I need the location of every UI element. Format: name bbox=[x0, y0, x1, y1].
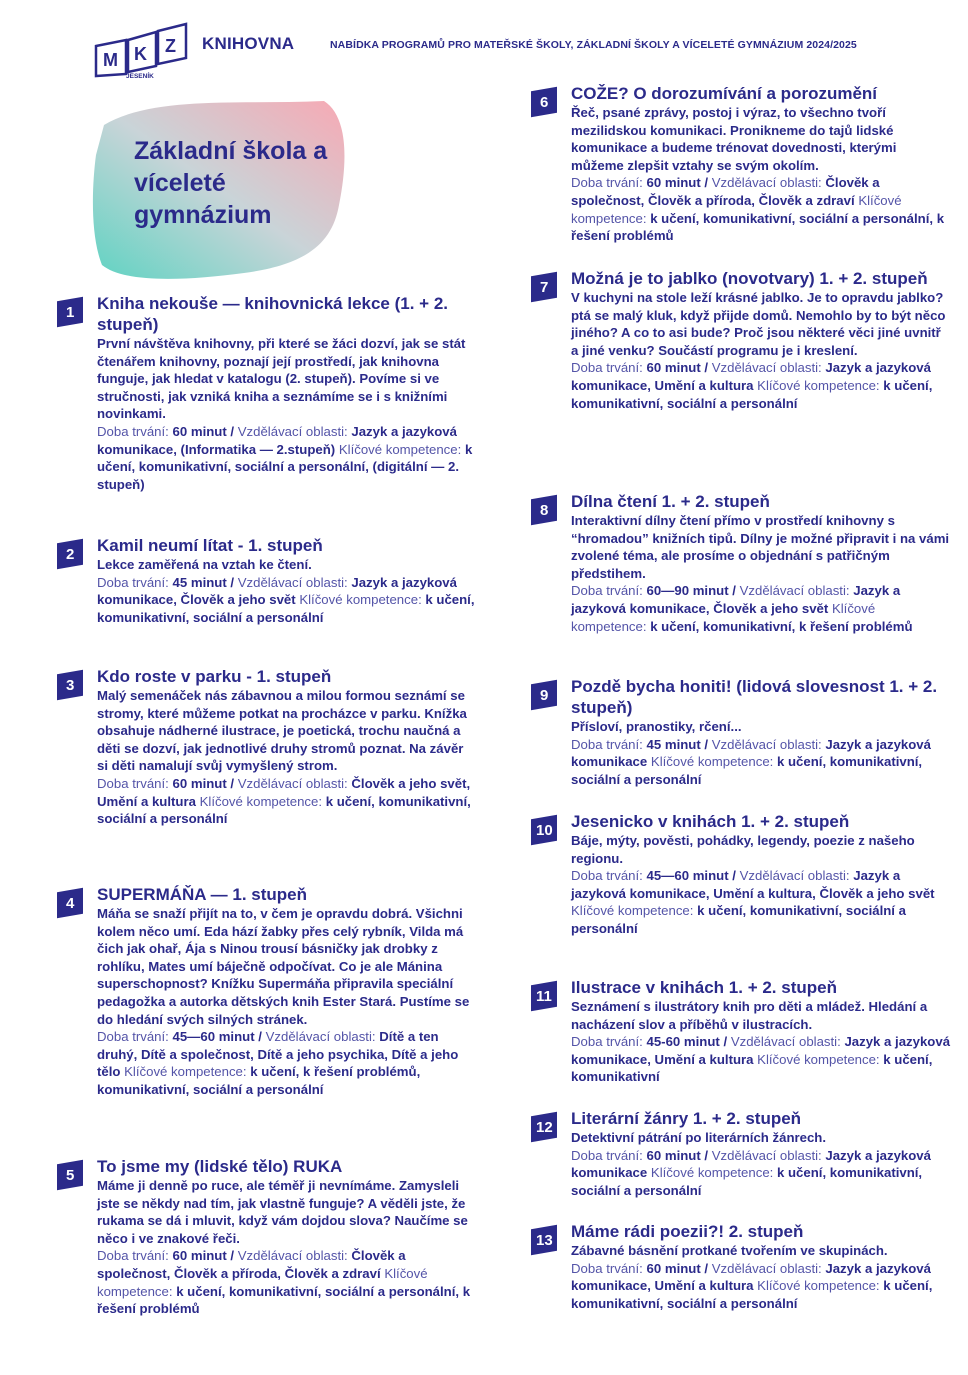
competences-label: Klíčové kompetence: bbox=[650, 1165, 774, 1181]
program-number: 12 bbox=[535, 1118, 553, 1136]
program-number: 8 bbox=[539, 501, 549, 519]
program-number-badge bbox=[531, 815, 557, 846]
program-meta: Doba trvání: 60—90 minut / Vzdělávací oblasti: Jazyk a jazyková komunikace, Člověk a jeho svět Klíčové kompetence: k učení, komunikativní, k řešení problémů bbox=[571, 583, 913, 634]
program-item bbox=[65, 293, 477, 493]
program-duration: 60—90 minut bbox=[646, 583, 729, 599]
duration-label: Doba trvání: bbox=[97, 574, 169, 590]
program-title: Máme rádi poezii?! 2. stupeň bbox=[571, 1222, 804, 1241]
program-meta: Doba trvání: 45-60 minut / Vzdělávací oblasti: Jazyk a jazyková komunikace, Umění a kultura Klíčové kompetence: k učení, komunikativní bbox=[571, 1034, 951, 1085]
logo-letter-z: Z bbox=[165, 36, 176, 56]
program-meta: Doba trvání: 45 minut / Vzdělávací oblasti: Jazyk a jazyková komunikace, Člověk a jeho svět Klíčové kompetence: k učení, komunikativní, sociální a personální bbox=[97, 574, 475, 625]
program-number-badge bbox=[57, 670, 83, 701]
program-title: To jsme my (lidské tělo) RUKA bbox=[97, 1157, 343, 1176]
areas-label: Vzdělávací oblasti: bbox=[237, 1248, 348, 1264]
program-areas: Jazyk a jazyková komunikace, Člověk a jeho svět bbox=[571, 583, 901, 616]
header-subtitle: NABÍDKA PROGRAMŮ PRO MATEŘSKÉ ŠKOLY, ZÁKLADNÍ ŠKOLY A VÍCELETÉ GYMNÁZIUM 2024/2025 bbox=[330, 39, 857, 51]
program-competences: k učení, komunikativní, sociální a personální bbox=[571, 1165, 923, 1198]
program-areas: Člověk a společnost, Člověk a příroda, Člověk a zdraví bbox=[97, 1248, 406, 1281]
program-duration: 60 minut bbox=[646, 1260, 701, 1276]
program-description: Máme ji denně po ruce, ale téměř ji nevnímáme. Zamysleli jste se někdy nad tím, jak vlastně funguje? A věděli jste, že rukama se dá i mluvit, když vám dojdou slova? Naučíme se něco i ve znakové řeči. bbox=[97, 1178, 468, 1246]
program-areas: Jazyk a jazyková komunikace, Umění a kultura bbox=[571, 360, 931, 393]
program-description: V kuchyni na stole leží krásné jablko. Je to opravdu jablko? ptá se malý kluk, když přijde domů. Nemohlo by to být něco jiného? A co to asi bude? Proč jsou některé věci jiné uvnitř a jiné venku? Součástí programu je i kreslení. bbox=[571, 290, 946, 358]
areas-label: Vzdělávací oblasti: bbox=[739, 583, 850, 599]
program-competences: k učení, komunikativní, k řešení problémů bbox=[650, 618, 913, 634]
program-number-badge bbox=[531, 1112, 557, 1143]
program-meta: Doba trvání: 60 minut / Vzdělávací oblasti: Jazyk a jazyková komunikace, Umění a kultura Klíčové kompetence: k učení, komunikativní, sociální a personální bbox=[571, 360, 933, 411]
program-meta: Doba trvání: 60 minut / Vzdělávací oblasti: Člověk a společnost, Člověk a příroda, Člověk a zdraví Klíčové kompetence: k učení, komunikativní, sociální a personální, k řešení problémů bbox=[571, 175, 945, 244]
program-item bbox=[535, 811, 951, 938]
program-meta: Doba trvání: 60 minut / Vzdělávací oblasti: Jazyk a jazyková komunikace Klíčové kompetence: k učení, komunikativní, sociální a personální bbox=[571, 1147, 931, 1198]
competences-label: Klíčové kompetence: bbox=[571, 192, 902, 226]
program-item bbox=[539, 491, 951, 635]
competences-label: Klíčové kompetence: bbox=[97, 1265, 428, 1299]
program-number: 10 bbox=[535, 821, 553, 839]
areas-label: Vzdělávací oblasti: bbox=[739, 868, 850, 884]
program-number-badge bbox=[531, 981, 557, 1012]
program-number-badge bbox=[531, 495, 557, 526]
duration-label: Doba trvání: bbox=[571, 360, 643, 376]
program-title: COŽE? O dorozumívání a porozumění bbox=[571, 84, 878, 103]
program-number-badge bbox=[57, 297, 83, 328]
program-areas: Jazyk a jazyková komunikace bbox=[571, 736, 931, 770]
program-areas: Jazyk a jazyková komunikace, (Informatika — 2.stupeň) bbox=[97, 423, 457, 457]
areas-label: Vzdělávací oblasti: bbox=[711, 1260, 822, 1276]
program-number: 1 bbox=[65, 303, 75, 321]
program-duration: 60 minut bbox=[646, 175, 701, 191]
logo-letter-k: K bbox=[134, 44, 147, 64]
program-duration: 45 minut bbox=[646, 736, 701, 752]
duration-label: Doba trvání: bbox=[97, 1029, 169, 1045]
program-title: Kamil neumí lítat - 1. stupeň bbox=[97, 536, 323, 555]
program-number: 11 bbox=[536, 987, 552, 1005]
duration-label: Doba trvání: bbox=[571, 868, 643, 884]
program-item bbox=[535, 1221, 951, 1312]
program-description: Přísloví, pranostiky, rčení... bbox=[571, 719, 742, 734]
program-number: 5 bbox=[65, 1166, 75, 1184]
program-item bbox=[536, 977, 951, 1086]
program-title: Dílna čtení 1. + 2. stupeň bbox=[571, 492, 770, 511]
program-areas: Jazyk a jazyková komunikace, Umění a kultura, Člověk a jeho svět bbox=[571, 868, 935, 901]
competences-label: Klíčové kompetence: bbox=[650, 754, 774, 770]
logo-sub: JESENÍK bbox=[126, 73, 154, 78]
program-item bbox=[65, 884, 477, 1099]
program-item bbox=[65, 535, 477, 626]
program-description: Seznámení s ilustrátory knih pro děti a mládež. Hledání a nacházení slov a příběhů v ilustracích. bbox=[571, 999, 928, 1032]
program-competences: k učení, komunikativní, sociální a personální bbox=[571, 1278, 933, 1311]
program-description: Lekce zaměřená na vztah ke čtení. bbox=[97, 557, 312, 572]
program-description: Detektivní pátrání po literárních žánrech. bbox=[571, 1130, 827, 1145]
program-title: SUPERMÁŇA — 1. stupeň bbox=[97, 885, 308, 904]
program-description: Malý semenáček nás zábavnou a milou formou seznámí se stromy, které můžeme potkat na procházce v parku. Knížka obsahuje nádherné ilustrace, je poetická, trochu naučná a děti se dozví, jak jednotlivé druhy stromů poznat. Na závěr si děti namalují svůj vymyšlený strom. bbox=[97, 688, 467, 774]
program-number-badge bbox=[531, 272, 557, 303]
duration-label: Doba trvání: bbox=[571, 175, 643, 191]
program-number: 7 bbox=[539, 278, 549, 296]
program-title: Kniha nekouše — knihovnická lekce (1. + 2. stupeň) bbox=[97, 294, 448, 334]
program-number: 2 bbox=[65, 545, 75, 563]
program-meta: Doba trvání: 60 minut / Vzdělávací oblasti: Člověk a jeho svět, Umění a kultura Klíčové kompetence: k učení, komunikativní, sociální a personální bbox=[97, 775, 471, 827]
program-areas: Člověk a jeho svět, Umění a kultura bbox=[97, 775, 471, 809]
program-areas: Jazyk a jazyková komunikace, Umění a kultura bbox=[571, 1260, 931, 1294]
program-number: 4 bbox=[65, 894, 75, 912]
program-item bbox=[65, 1156, 477, 1318]
competences-label: Klíčové kompetence: bbox=[757, 377, 880, 393]
program-competences: k učení, komunikativní, sociální a personální, k řešení problémů bbox=[571, 210, 945, 244]
program-duration: 60 minut bbox=[646, 360, 701, 376]
program-competences: k učení, komunikativní, sociální a personální, k řešení problémů bbox=[97, 1283, 471, 1317]
program-description: Interaktivní dílny čtení přímo v prostředí knihovny s “hromadou” knižních tipů. Dílny je možné připravit i na vámi zvolené téma, ale prosíme o objednání s patřičným předstihem. bbox=[571, 513, 950, 581]
program-duration: 60 minut bbox=[646, 1147, 701, 1163]
competences-label: Klíčové kompetence: bbox=[757, 1051, 880, 1067]
program-number-badge bbox=[57, 1160, 83, 1191]
program-competences: k učení, k řešení problémů, komunikativní, sociální a personální bbox=[97, 1064, 421, 1097]
program-number: 9 bbox=[539, 686, 549, 704]
program-duration: 60 minut bbox=[172, 423, 227, 439]
areas-label: Vzdělávací oblasti: bbox=[265, 1029, 376, 1045]
program-competences: k učení, komunikativní, sociální a personální bbox=[571, 377, 933, 411]
program-item bbox=[539, 676, 951, 788]
program-competences: k učení, komunikativní, sociální a personální bbox=[571, 754, 923, 787]
program-number: 6 bbox=[539, 93, 549, 111]
program-meta: Doba trvání: 60 minut / Vzdělávací oblasti: Jazyk a jazyková komunikace, Umění a kultura Klíčové kompetence: k učení, komunikativní, sociální a personální bbox=[571, 1260, 933, 1311]
program-description: Řeč, psané zprávy, postoj i výraz, to všechno tvoří mezilidskou komunikaci. Pronikneme do tajů lidské komunikace a budeme trénovat dovednosti, kterými můžeme zlepšit vztahy se svým okolím. bbox=[571, 105, 897, 173]
program-meta: Doba trvání: 45—60 minut / Vzdělávací oblasti: Jazyk a jazyková komunikace, Umění a kultura, Člověk a jeho svět Klíčové kompetence: k učení, komunikativní, sociální a personální bbox=[571, 868, 935, 936]
program-meta: Doba trvání: 60 minut / Vzdělávací oblasti: Jazyk a jazyková komunikace, (Informatika — 2.stupeň) Klíčové kompetence: k učení, komunikativní, sociální a personální, (digitální — 2. stupeň) bbox=[97, 423, 473, 492]
program-duration: 45 minut bbox=[172, 574, 227, 590]
areas-label: Vzdělávací oblasti: bbox=[711, 175, 822, 191]
program-number-badge bbox=[531, 680, 557, 711]
program-duration: 45-60 minut bbox=[646, 1034, 720, 1050]
program-duration: 45—60 minut bbox=[172, 1029, 255, 1045]
program-title: Jesenicko v knihách 1. + 2. stupeň bbox=[571, 812, 850, 831]
program-item bbox=[65, 666, 477, 828]
program-areas: Jazyk a jazyková komunikace, Umění a kultura bbox=[571, 1034, 951, 1067]
duration-label: Doba trvání: bbox=[571, 583, 643, 599]
program-areas: Dítě a ten druhý, Dítě a společnost, Dítě a jeho psychika, Dítě a jeho tělo bbox=[97, 1029, 459, 1080]
program-title: Kdo roste v parku - 1. stupeň bbox=[97, 667, 332, 686]
competences-label: Klíčové kompetence: bbox=[571, 903, 694, 919]
competences-label: Klíčové kompetence: bbox=[124, 1064, 247, 1080]
duration-label: Doba trvání: bbox=[97, 775, 169, 791]
program-areas: Jazyk a jazyková komunikace, Člověk a jeho svět bbox=[97, 574, 457, 608]
program-title: Možná je to jablko (novotvary) 1. + 2. stupeň bbox=[571, 269, 928, 288]
program-description: Máňa se snaží přijít na to, v čem je opravdu dobrá. Všichni kolem něco umí. Eda hází žabky přes celý rybník, Vilda má čich jak ohař, Ája s Ninou trousí básničky jak drobky z rohlíku, Mates umí báječně odpočívat. Co je ale Mánina superschopnost? Knížku Supermáňa připravila speciální pedagožka a autorka dětských knih Ester Stará. Pustíme se do hledání svých silných stránek. bbox=[97, 906, 470, 1027]
program-competences: k učení, komunikativní, sociální a personální, (digitální — 2. stupeň) bbox=[97, 441, 473, 492]
program-number: 3 bbox=[65, 676, 75, 694]
program-number-badge bbox=[531, 1225, 557, 1256]
program-description: Báje, mýty, pověsti, pohádky, legendy, poezie z našeho regionu. bbox=[571, 833, 915, 866]
program-duration: 60 minut bbox=[172, 1248, 227, 1264]
areas-label: Vzdělávací oblasti: bbox=[730, 1034, 841, 1050]
program-number-badge bbox=[57, 888, 83, 919]
areas-label: Vzdělávací oblasti: bbox=[237, 574, 348, 590]
program-item bbox=[539, 268, 951, 412]
duration-label: Doba trvání: bbox=[97, 1248, 169, 1264]
program-title: Ilustrace v knihách 1. + 2. stupeň bbox=[571, 978, 837, 997]
program-number: 13 bbox=[535, 1231, 553, 1249]
program-meta: Doba trvání: 45 minut / Vzdělávací oblasti: Jazyk a jazyková komunikace Klíčové kompetence: k učení, komunikativní, sociální a personální bbox=[571, 736, 931, 787]
hero-title: Základní škola a víceleté gymnázium bbox=[134, 137, 328, 229]
program-meta: Doba trvání: 60 minut / Vzdělávací oblasti: Člověk a společnost, Člověk a příroda, Člověk a zdraví Klíčové kompetence: k učení, komunikativní, sociální a personální, k řešení problémů bbox=[97, 1248, 471, 1317]
areas-label: Vzdělávací oblasti: bbox=[237, 423, 348, 439]
duration-label: Doba trvání: bbox=[571, 1147, 643, 1163]
areas-label: Vzdělávací oblasti: bbox=[237, 775, 348, 791]
competences-label: Klíčové kompetence: bbox=[338, 441, 462, 457]
program-duration: 45—60 minut bbox=[646, 868, 729, 884]
program-meta: Doba trvání: 45—60 minut / Vzdělávací oblasti: Dítě a ten druhý, Dítě a společnost, Dítě a jeho psychika, Dítě a jeho tělo Klíčové kompetence: k učení, k řešení problémů, komunikativní, sociální a personální bbox=[97, 1029, 459, 1097]
program-duration: 60 minut bbox=[172, 775, 227, 791]
program-title: Pozdě bycha honiti! (lidová slovesnost 1. + 2. stupeň) bbox=[571, 677, 938, 717]
program-number-badge bbox=[57, 539, 83, 570]
program-title: Literární žánry 1. + 2. stupeň bbox=[571, 1109, 802, 1128]
program-competences: k učení, komunikativní bbox=[571, 1051, 933, 1085]
program-item bbox=[539, 83, 951, 245]
competences-label: Klíčové kompetence: bbox=[757, 1278, 880, 1294]
duration-label: Doba trvání: bbox=[571, 736, 643, 752]
program-description: Zábavné básnění protkané tvořením ve skupinách. bbox=[571, 1243, 888, 1258]
areas-label: Vzdělávací oblasti: bbox=[711, 1147, 822, 1163]
brand-name: KNIHOVNA bbox=[202, 34, 295, 53]
mkz-logo bbox=[94, 22, 194, 78]
duration-label: Doba trvání: bbox=[571, 1034, 643, 1050]
competences-label: Klíčové kompetence: bbox=[571, 600, 876, 634]
program-areas: Jazyk a jazyková komunikace bbox=[571, 1147, 931, 1181]
areas-label: Vzdělávací oblasti: bbox=[711, 360, 822, 376]
program-competences: k učení, komunikativní, sociální a personální bbox=[97, 592, 475, 625]
program-description: První návštěva knihovny, při které se žáci dozví, jak se stát čtenářem knihovny, poznají její prostředí, jak knihovna funguje, jak hledat v katalogu (2. stupeň). Povíme si ve stručnosti, jak vzniká kniha a seznámíme se i s knižními novinkami. bbox=[97, 336, 466, 422]
logo-letter-m: M bbox=[103, 50, 118, 70]
areas-label: Vzdělávací oblasti: bbox=[711, 736, 822, 752]
program-item bbox=[535, 1108, 951, 1199]
program-competences: k učení, komunikativní, sociální a personální bbox=[571, 903, 906, 936]
program-areas: Člověk a společnost, Člověk a příroda, Člověk a zdraví bbox=[571, 175, 880, 208]
competences-label: Klíčové kompetence: bbox=[299, 592, 422, 608]
program-competences: k učení, komunikativní, sociální a personální bbox=[97, 793, 471, 827]
program-number-badge bbox=[531, 87, 557, 118]
competences-label: Klíčové kompetence: bbox=[199, 793, 323, 809]
duration-label: Doba trvání: bbox=[97, 423, 169, 439]
duration-label: Doba trvání: bbox=[571, 1260, 643, 1276]
